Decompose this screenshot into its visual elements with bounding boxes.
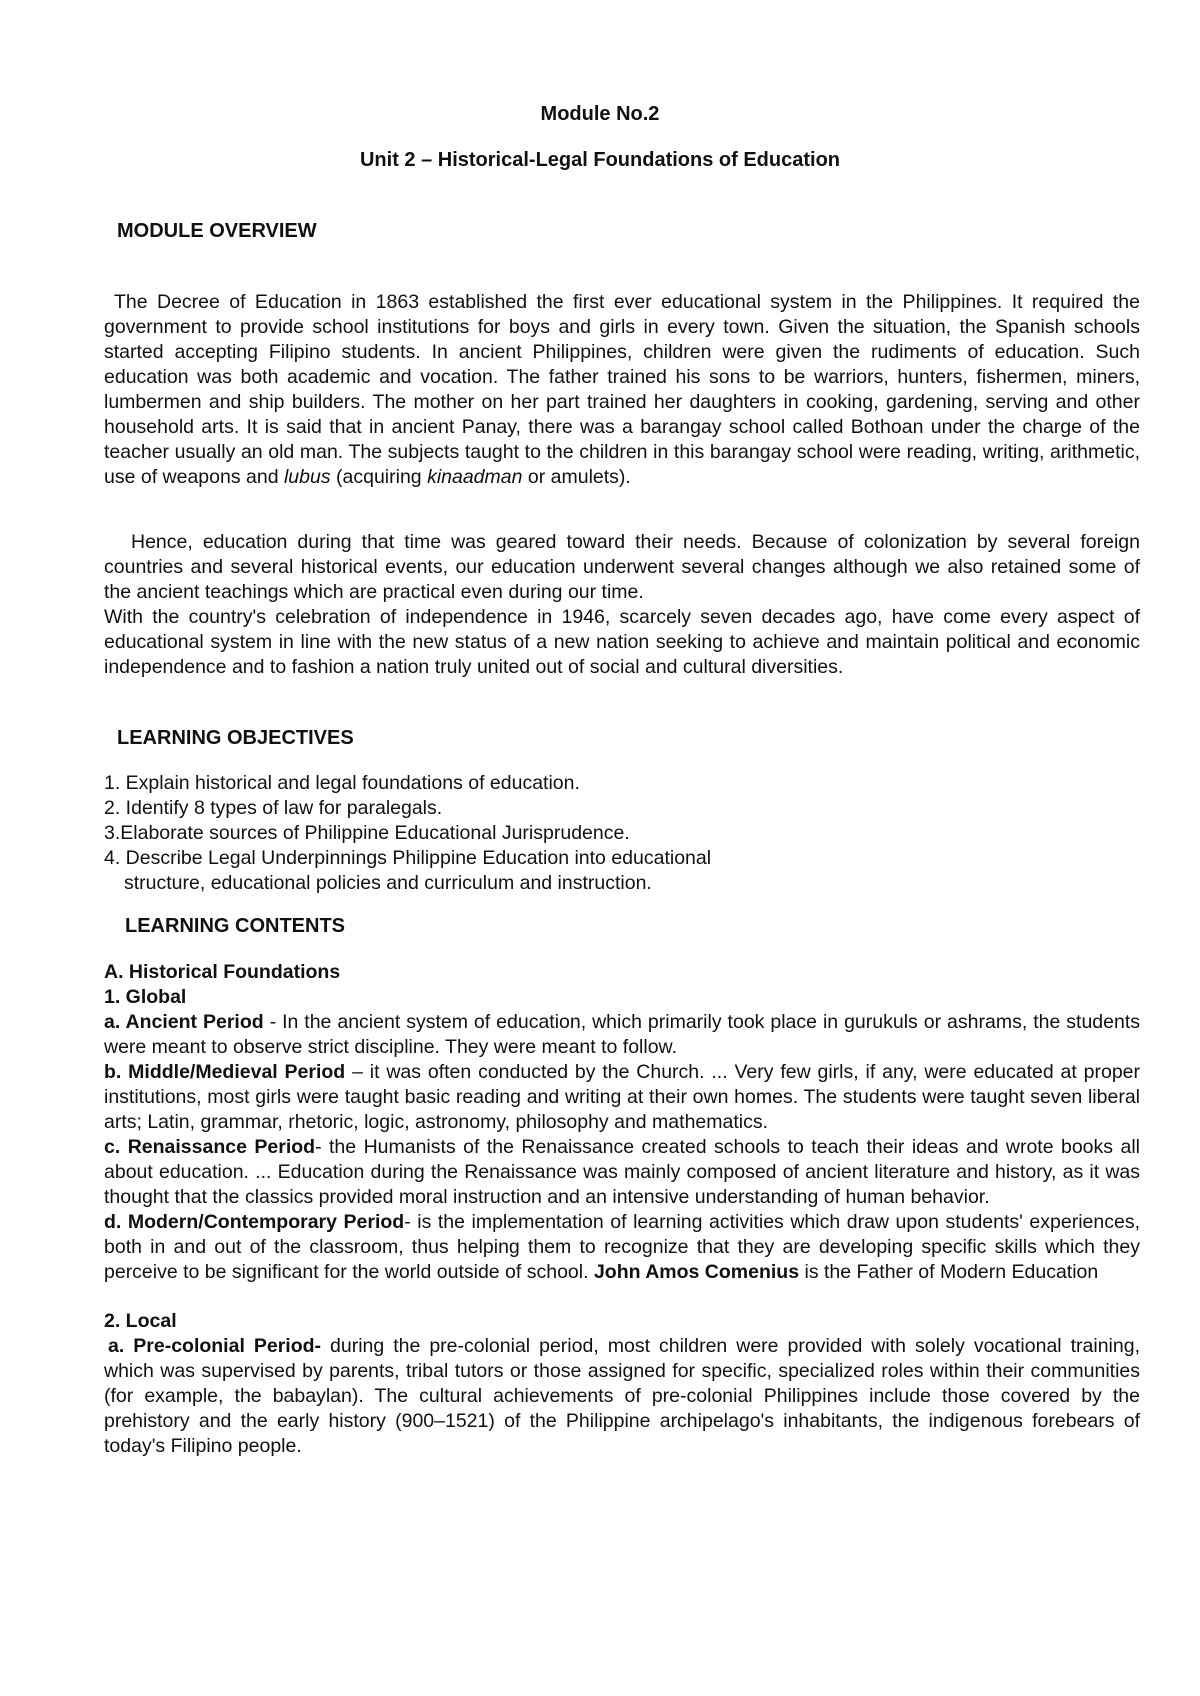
medieval-period-label: b. Middle/Medieval Period [104,1061,346,1083]
medieval-period-paragraph [104,1060,1140,1135]
overview-paragraph-3: With the country's celebration of independence in 1946, scarcely seven decades ago, have come every aspect of educational system in line with the new status of a new nation seeking to achieve and maintain political and economic independence and to fashion a nation truly united out of social and cultural diversities. [104,606,1140,678]
precolonial-period-paragraph [104,1334,1140,1459]
comenius-name: John Amos Comenius [593,1261,800,1283]
modern-period-paragraph [104,1210,1140,1285]
modern-period-end: is the Father of Modern Education [799,1261,1099,1283]
ancient-period-label: a. Ancient Period [104,1011,264,1033]
overview-paragraph-2: Hence, education during that time was geared toward their needs. Because of colonization by several foreign countries and several historical events, our education underwent several changes although we also retained some of the ancient teachings which are practical even during our time. [104,531,1140,603]
objectives-heading: LEARNING OBJECTIVES [117,727,354,749]
term-lubus: lubus [283,466,331,488]
ancient-period-paragraph [104,1010,1140,1060]
objective-item-3: 3.Elaborate sources of Philippine Educational Jurisprudence. [104,822,630,844]
renaissance-period-text: - the Humanists of the Renaissance created schools to teach their ideas and wrote books all about education. ... Education during the Renaissance was mainly composed of ancient literature and history, as it was thought that the classics provided moral instruction and an intensive understanding of human behavior. [104,1136,1140,1208]
precolonial-period-text: during the pre-colonial period, most children were provided with solely vocational training, which was supervised by parents, tribal tutors or those assigned for specific, specialized roles within their communities (for example, the babaylan). The cultural achievements of pre-colonial Philippines include those covered by the prehistory and the early history (900–1521) of the Philippine archipelago's inhabitants, the indigenous forebears of today's Filipino people. [104,1335,1140,1457]
objective-item-4: 4. Describe Legal Underpinnings Philippine Education into educational [104,847,712,869]
overview-heading: MODULE OVERVIEW [117,220,317,242]
overview-p1-end: or amulets). [522,466,631,488]
modern-period-label: d. Modern/Contemporary Period [104,1211,405,1233]
modern-period-text: - is the implementation of learning activities which draw upon students' experiences, both in and out of the classroom, thus helping them to recognize that they are developing specific skills which they perceive to be significant for the world outside of school. [104,1211,1140,1283]
module-title: Module No.2 [540,103,660,125]
global-heading: 1. Global [104,986,187,1008]
unit-title: Unit 2 – Historical-Legal Foundations of Education [359,149,841,171]
overview-paragraph-1 [104,290,1140,490]
section-a-heading: A. Historical Foundations [104,961,341,983]
term-kinaadman: kinaadman [427,466,523,488]
objective-item-2: 2. Identify 8 types of law for paralegals. [104,797,443,819]
renaissance-period-label: c. Renaissance Period [104,1136,316,1158]
overview-text [104,290,1140,680]
overview-p1-mid: (acquiring [330,466,428,488]
ancient-period-text: - In the ancient system of education, which primarily took place in gurukuls or ashrams, the students were meant to observe strict discipline. They were meant to follow. [104,1011,1140,1058]
objectives-list [104,771,1140,896]
contents-body [104,960,1140,1459]
overview-p1-main: The Decree of Education in 1863 established the first ever educational system in the Philippines. It required the government to provide school institutions for boys and girls in every town. Given the situation, the Spanish schools started accepting Filipino students. In ancient Philippines, children were given the rudiments of education. Such education was both academic and vocation. The father trained his sons to be warriors, hunters, fishermen, miners, lumbermen and ship builders. The mother on her part trained her daughters in cooking, gardening, serving and other household arts. It is said that in ancient Panay, there was a barangay school called Bothoan under the charge of the teacher usually an old man. The subjects taught to the children in this barangay school were reading, writing, arithmetic, use of weapons and [104,291,1140,488]
objective-item-4-continued: structure, educational policies and curriculum and instruction. [124,872,652,894]
contents-heading: LEARNING CONTENTS [125,915,345,937]
precolonial-period-label: a. Pre-colonial Period- [108,1335,322,1357]
renaissance-period-paragraph [104,1135,1140,1210]
medieval-period-text: – it was often conducted by the Church. ... Very few girls, if any, were educated at proper institutions, most girls were taught basic reading and writing at their own homes. The students were taught seven liberal arts; Latin, grammar, rhetoric, logic, astronomy, philosophy and mathematics. [104,1061,1140,1133]
local-heading: 2. Local [104,1310,177,1332]
objective-item-1: 1. Explain historical and legal foundations of education. [104,772,580,794]
